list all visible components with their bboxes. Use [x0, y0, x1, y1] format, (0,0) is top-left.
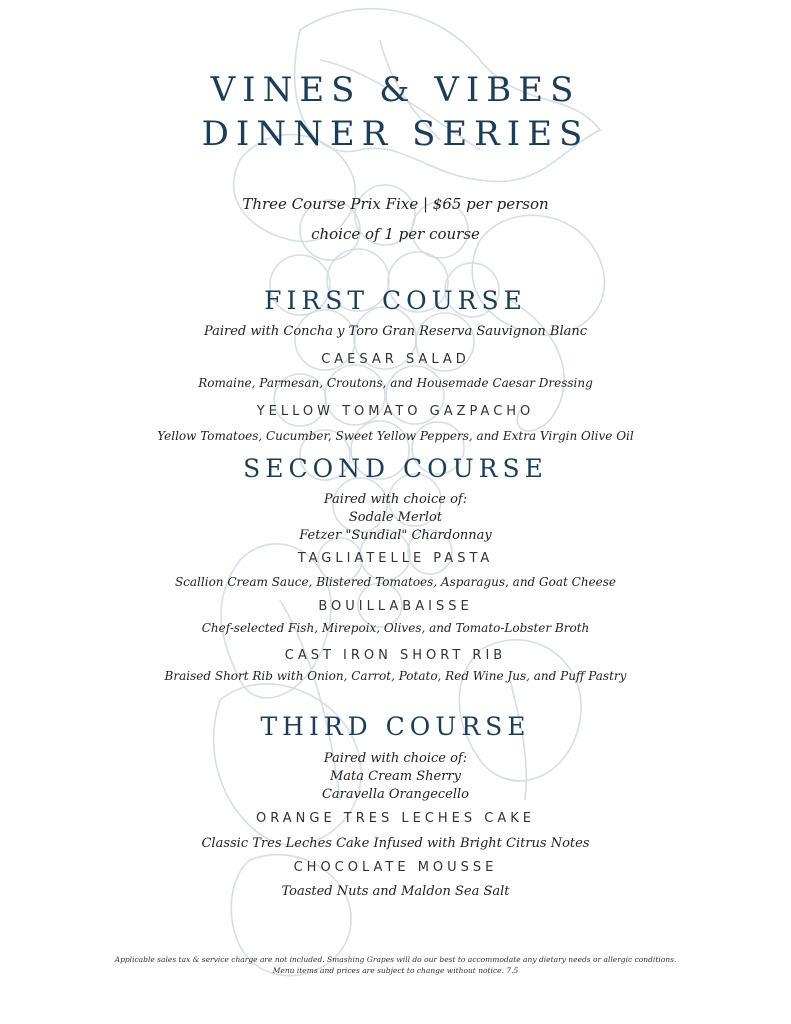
dish-name: CAESAR SALAD — [321, 352, 470, 367]
second-course-heading: SECOND COURSE — [243, 454, 548, 483]
pairing-line: Fetzer "Sundial" Chardonnay — [299, 528, 492, 543]
dish-description: Chef-selected Fish, Mirepoix, Olives, and Tomato-Lobster Broth — [201, 621, 590, 635]
pairing-line: Mata Cream Sherry — [330, 769, 461, 784]
first-course-heading: FIRST COURSE — [264, 286, 527, 315]
dish-description: Classic Tres Leches Cake Infused with Bright Citrus Notes — [201, 836, 590, 851]
pairing-line: Paired with choice of: — [323, 492, 468, 507]
dish-description: Braised Short Rib with Onion, Carrot, Potato, Red Wine Jus, and Puff Pastry — [164, 669, 627, 683]
dish-description: Scallion Cream Sauce, Blistered Tomatoes, Asparagus, and Goat Cheese — [174, 575, 617, 589]
event-title-line1: VINES & VIBES — [210, 70, 581, 110]
dish-name: TAGLIATELLE PASTA — [297, 551, 494, 566]
dish-description: Yellow Tomatoes, Cucumber, Sweet Yellow Peppers, and Extra Virgin Olive Oil — [157, 429, 634, 443]
dish-name: CHOCOLATE MOUSSE — [293, 860, 498, 875]
prix-fixe-choice: choice of 1 per course — [311, 225, 480, 243]
event-title — [0, 68, 791, 156]
third-course-heading: THIRD COURSE — [260, 712, 531, 741]
pairing-line: Sodale Merlot — [348, 510, 443, 525]
dish-name: CAST IRON SHORT RIB — [284, 648, 507, 663]
dish-description: Romaine, Parmesan, Croutons, and Housemade Caesar Dressing — [198, 376, 593, 390]
footer-line2: Menu items and prices are subject to change without notice. 7.5 — [272, 966, 519, 975]
pairing-line: Paired with choice of: — [323, 751, 468, 766]
first-course-pairing — [0, 323, 791, 341]
dish-name: ORANGE TRES LECHES CAKE — [256, 811, 535, 826]
dish-name: BOUILLABAISSE — [318, 599, 473, 614]
event-title-line2: DINNER SERIES — [201, 114, 590, 154]
dish-description: Toasted Nuts and Maldon Sea Salt — [281, 884, 510, 899]
dish-name: YELLOW TOMATO GAZPACHO — [256, 404, 535, 419]
prix-fixe-price: Three Course Prix Fixe | $65 per person — [242, 195, 549, 213]
second-course-pairing — [0, 491, 791, 545]
footer-line1: Applicable sales tax & service charge are not included. Smashing Grapes will do our best to accommodate any dietary needs or allergic conditions. — [114, 955, 677, 964]
footer-disclaimer — [0, 954, 791, 976]
third-course-pairing — [0, 750, 791, 804]
prix-fixe-info — [0, 189, 791, 249]
pairing-line: Caravella Orangecello — [321, 787, 470, 802]
first-course-pairing-text: Paired with Concha y Toro Gran Reserva Sauvignon Blanc — [203, 324, 588, 339]
